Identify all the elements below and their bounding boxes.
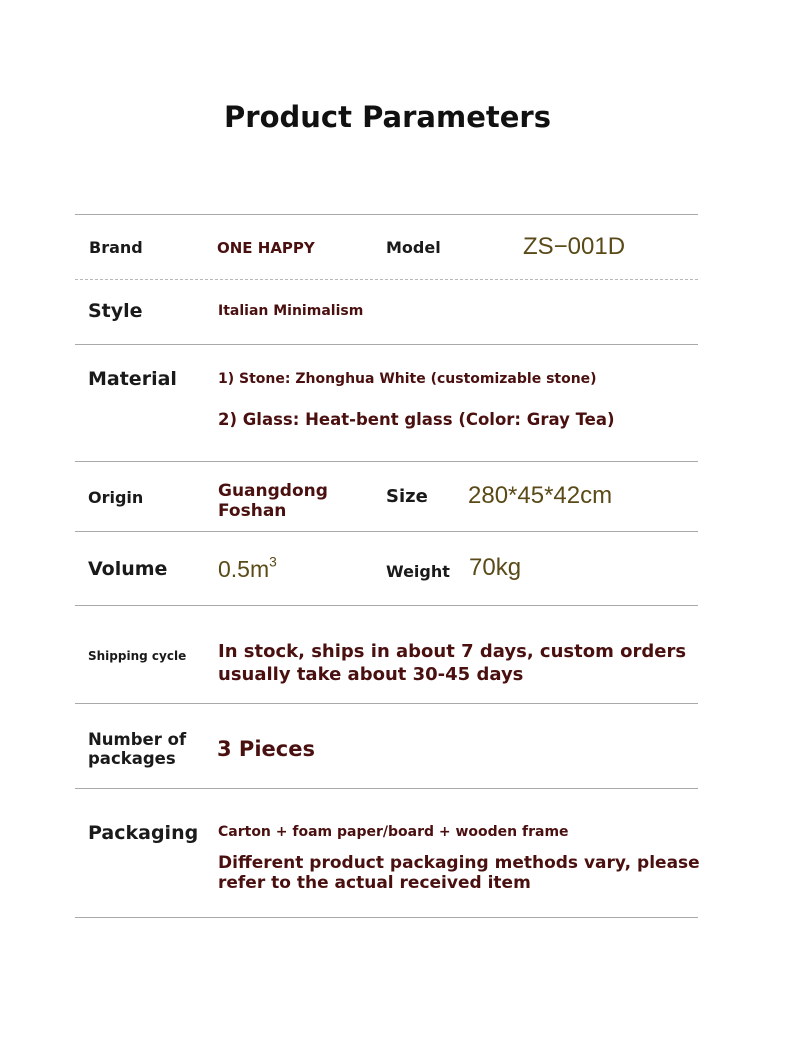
- weight-label: Weight: [386, 562, 450, 581]
- shipping-value-line1: In stock, ships in about 7 days, custom orders: [218, 641, 687, 662]
- origin-value-line1: Guangdong: [218, 481, 328, 501]
- volume-number: 0.5m: [218, 556, 270, 582]
- divider-top: [75, 214, 698, 215]
- volume-label: Volume: [88, 558, 168, 580]
- weight-value: 70kg: [469, 554, 522, 581]
- origin-value-line2: Foshan: [218, 501, 287, 521]
- size-label: Size: [386, 486, 428, 507]
- brand-value: ONE HAPPY: [217, 239, 315, 257]
- shipping-label: Shipping cycle: [88, 649, 187, 663]
- divider: [75, 461, 698, 462]
- brand-label: Brand: [89, 238, 143, 257]
- divider: [75, 344, 698, 345]
- page-title: Product Parameters: [224, 100, 551, 134]
- model-value: ZS−001D: [523, 233, 626, 260]
- divider-dashed: [75, 279, 698, 280]
- material-value-1: 1) Stone: Zhonghua White (customizable stone): [218, 371, 597, 387]
- packaging-note-line2: refer to the actual received item: [218, 873, 531, 893]
- packaging-note-line1: Different product packaging methods vary, please: [218, 853, 700, 873]
- divider: [75, 605, 698, 606]
- divider: [75, 788, 698, 789]
- shipping-value-line2: usually take about 30-45 days: [218, 664, 524, 685]
- origin-label: Origin: [88, 488, 144, 507]
- packages-value: 3 Pieces: [217, 737, 315, 761]
- material-value-2: 2) Glass: Heat-bent glass (Color: Gray Tea): [218, 410, 615, 429]
- divider-bottom: [75, 917, 698, 918]
- divider: [75, 531, 698, 532]
- model-label: Model: [386, 238, 441, 257]
- volume-unit-exponent: 3: [269, 554, 277, 570]
- material-label: Material: [88, 368, 177, 390]
- style-label: Style: [88, 300, 143, 322]
- style-value: Italian Minimalism: [218, 303, 364, 319]
- packaging-value: Carton + foam paper/board + wooden frame: [218, 824, 569, 840]
- packaging-label: Packaging: [88, 822, 199, 844]
- divider: [75, 703, 698, 704]
- packages-label-line1: Number of: [88, 730, 187, 749]
- volume-value: [218, 556, 277, 583]
- packages-label-line2: packages: [88, 749, 176, 768]
- size-value: 280*45*42cm: [468, 482, 613, 509]
